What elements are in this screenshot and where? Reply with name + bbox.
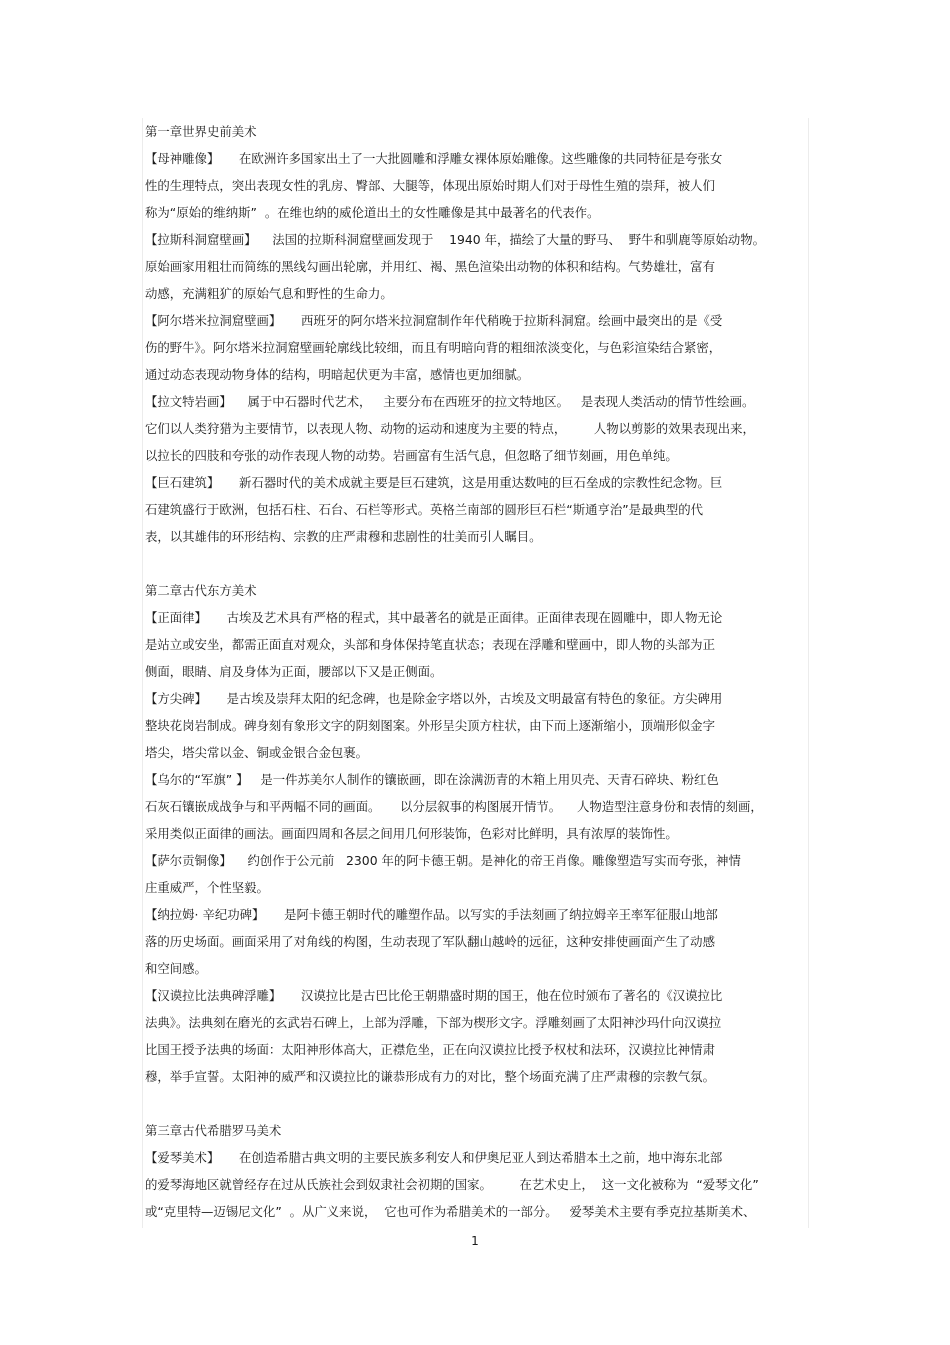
paragraph-line: 比国王授予法典的场面：太阳神形体高大，正襟危坐，正在向汉谟拉比授予权杖和法环，汉谟拉比神情肃 [145,1042,715,1057]
paragraph-line: 是站立或安坐，都需正面直对观众，头部和身体保持笔直状态；表现在浮雕和壁画中，即人物的头部为正 [145,637,715,652]
paragraph-line: 【纳拉姆· 辛纪功碑】 是阿卡德王朝时代的雕塑作品。以写实的手法刻画了纳拉姆辛王率军征服山地部 [145,907,718,922]
paragraph-line: 【乌尔的“军旗” 】 是一件苏美尔人制作的镶嵌画，即在涂满沥青的木箱上用贝壳、天青石碎块、粉红色 [145,772,719,787]
paragraph-line: 【爱琴美术】 在创造希腊古典文明的主要民族多利安人和伊奥尼亚人到达希腊本土之前，地中海东北部 [145,1150,723,1165]
paragraph-line: 动感，充满粗犷的原始气息和野性的生命力。 [145,286,393,301]
paragraph-line: 【阿尔塔米拉洞窟壁画】 西班牙的阿尔塔米拉洞窟制作年代稍晚于拉斯科洞窟。绘画中最突出的是《受 [145,313,723,328]
section-gap [145,555,810,582]
paragraph-line: 伤的野牛》。阿尔塔米拉洞窟壁画轮廓线比较细，而且有明暗向背的粗细浓淡变化，与色彩渲染结合紧密， [145,340,722,355]
paragraph-line: 【萨尔贡铜像】 约创作于公元前 2300 年的阿卡德王朝。是神化的帝王肖像。雕像塑造写实而夸张，神情 [145,853,741,868]
paragraph-line: 原始画家用粗壮而简练的黑线勾画出轮廓，并用红、褐、黑色渲染出动物的体积和结构。气势雄壮，富有 [145,259,715,274]
paragraph-line: 【拉斯科洞窟壁画】 法国的拉斯科洞窟壁画发现于 1940 年，描绘了大量的野马、 野牛和驯鹿等原始动物。 [145,232,766,247]
page-number: 1 [471,1234,479,1248]
chapter-heading: 第二章古代东方美术 [145,583,257,598]
paragraph-line: 石建筑盛行于欧洲，包括石柱、石台、石栏等形式。英格兰南部的圆形巨石栏“斯通亨治”是最典型的代 [145,502,704,517]
paragraph-line: 【母神雕像】 在欧洲许多国家出土了一大批圆雕和浮雕女裸体原始雕像。这些雕像的共同特征是夸张女 [145,151,723,166]
paragraph-line: 侧面，眼睛、肩及身体为正面，腰部以下又是正侧面。 [145,664,443,679]
paragraph-line: 【巨石建筑】 新石器时代的美术成就主要是巨石建筑，这是用重达数吨的巨石垒成的宗教性纪念物。巨 [145,475,723,490]
chapter-1 [145,123,810,555]
chapter-3 [145,1122,810,1230]
paragraph-line: 表，以其雄伟的环形结构、宗教的庄严肃穆和悲剧性的壮美而引人瞩目。 [145,529,542,544]
paragraph-line: 落的历史场面。画面采用了对角线的构图，生动表现了军队翻山越岭的远征，这种安排使画面产生了动感 [145,934,715,949]
paragraph-line: 法典》。法典刻在磨光的玄武岩石碑上，上部为浮雕，下部为楔形文字。浮雕刻画了太阳神沙玛什向汉谟拉 [145,1015,722,1030]
paragraph-line: 石灰石镶嵌成战争与和平两幅不同的画面。 以分层叙事的构图展开情节。 人物造型注意身份和表情的刻画， [145,799,763,814]
chapter-heading: 第一章世界史前美术 [145,124,257,139]
paragraph-line: 通过动态表现动物身体的结构，明暗起伏更为丰富，感情也更加细腻。 [145,367,530,382]
chapter-2 [145,582,810,1095]
document-body [145,123,810,1230]
paragraph-line: 庄重威严，个性坚毅。 [145,880,269,895]
paragraph-line: 和空间感。 [145,961,207,976]
paragraph-line: 采用类似正面律的画法。画面四周和各层之间用几何形装饰，色彩对比鲜明，具有浓厚的装饰性。 [145,826,678,841]
paragraph-line: 或“克里特—迈锡尼文化” 。从广义来说， 它也可作为希腊美术的一部分。 爱琴美术主要有季克拉基斯美术、 [145,1204,756,1219]
paragraph-line: 称为“原始的维纳斯” 。在维也纳的威伦道出土的女性雕像是其中最著名的代表作。 [145,205,600,220]
paragraph-line: 【汉谟拉比法典碑浮雕】 汉谟拉比是古巴比伦王朝鼎盛时期的国王，他在位时颁布了著名的《汉谟拉比 [145,988,723,1003]
chapter-heading: 第三章古代希腊罗马美术 [145,1123,282,1138]
section-gap [145,1095,810,1122]
paragraph-line: 【方尖碑】 是古埃及崇拜太阳的纪念碑，也是除金字塔以外，古埃及文明最富有特色的象征。方尖碑用 [145,691,723,706]
paragraph-line: 【拉文特岩画】 属于中石器时代艺术， 主要分布在西班牙的拉文特地区。 是表现人类活动的情节性绘画。 [145,394,755,409]
paragraph-line: 以拉长的四肢和夸张的动作表现人物的动势。岩画富有生活气息，但忽略了细节刻画，用色单纯。 [145,448,678,463]
paragraph-line: 穆，举手宣誓。太阳神的威严和汉谟拉比的谦恭形成有力的对比，整个场面充满了庄严肃穆的宗教气氛。 [145,1069,715,1084]
paragraph-line: 它们以人类狩猎为主要情节，以表现人物、动物的运动和速度为主要的特点， 人物以剪影的效果表现出来， [145,421,755,436]
paragraph-line: 【正面律】 古埃及艺术具有严格的程式，其中最著名的就是正面律。正面律表现在圆雕中，即人物无论 [145,610,723,625]
paragraph-line: 的爱琴海地区就曾经存在过从氏族社会到奴隶社会初期的国家。 在艺术史上， 这一文化被称为 “爱琴文化” [145,1177,759,1192]
paragraph-line: 塔尖，塔尖常以金、铜或金银合金包裹。 [145,745,369,760]
paragraph-line: 整块花岗岩制成。碑身刻有象形文字的阴刻图案。外形呈尖顶方柱状，由下而上逐渐缩小，顶端形似金字 [145,718,715,733]
paragraph-line: 性的生理特点，突出表现女性的乳房、臀部、大腿等，体现出原始时期人们对于母性生殖的崇拜，被人们 [145,178,715,193]
